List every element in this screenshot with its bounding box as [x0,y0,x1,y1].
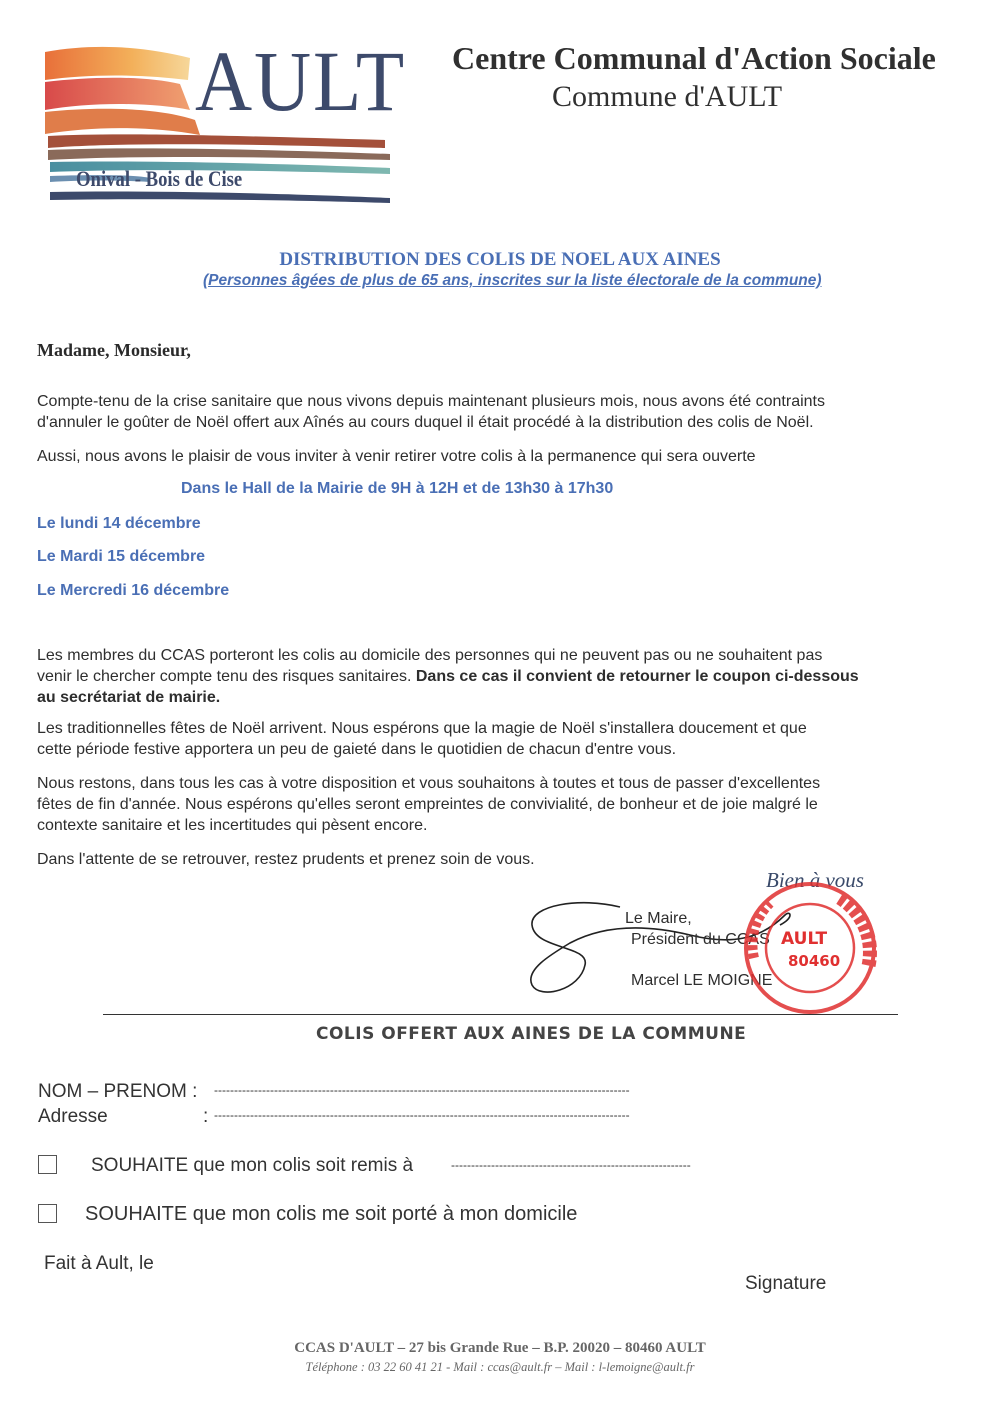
document-title: DISTRIBUTION DES COLIS DE NOEL AUX AINES [279,249,721,270]
place-date-label: Fait à Ault, le [44,1253,154,1274]
coupon-title: COLIS OFFERT AUX AINES DE LA COMMUNE [316,1024,747,1044]
paragraph-5-line-2: fêtes de fin d'année. Nous espérons qu'elles seront empreintes de convivialité, de bonheur et de joie malgré le [37,796,818,813]
paragraph-1 [37,391,957,433]
coupon-separator [103,1014,898,1015]
address-line[interactable]: -------------------------------------------------------------------------------------------------------- [214,1108,630,1122]
footer-contact: Téléphone : 03 22 60 41 21 - Mail : ccas@ault.fr – Mail : l-lemoigne@ault.fr [305,1360,695,1374]
signature-label: Signature [745,1273,827,1294]
name-label: NOM – PRENOM : [38,1081,198,1102]
paragraph-5-line-3: contexte sanitaire et les incertitudes qui pèsent encore. [37,817,428,834]
option-1-checkbox[interactable] [38,1155,57,1174]
address-label: Adresse [38,1106,108,1127]
paragraph-3-line-3: au secrétariat de mairie. [37,689,221,706]
stamp-code: 80460 [788,952,841,970]
day-2: Le Mardi 15 décembre [37,548,206,565]
paragraph-4 [37,718,957,760]
signer-role-1: Le Maire, [625,910,692,927]
org-subtitle: Commune d'AULT [552,80,783,113]
greeting: Madame, Monsieur, [37,340,191,360]
paragraph-3 [37,645,957,708]
org-title: Centre Communal d'Action Sociale [452,40,936,76]
paragraph-3-line-1: Les membres du CCAS porteront les colis au domicile des personnes qui ne peuvent pas ou ne souhaitent pas [37,647,823,664]
stamp-center-text: AULT [781,929,828,949]
option-2-checkbox[interactable] [38,1204,57,1223]
option-1-label: SOUHAITE que mon colis soit remis à [91,1155,414,1176]
name-line[interactable]: -------------------------------------------------------------------------------------------------------- [214,1083,630,1097]
option-1-line[interactable]: ------------------------------------------------------------ [451,1158,691,1172]
day-3: Le Mercredi 16 décembre [37,582,230,599]
paragraph-1-line-2: d'annuler le goûter de Noël offert aux Aînés au cours duquel il était procédé à la distribution des colis de Noël. [37,414,814,431]
closing-phrase: Bien à vous [766,868,864,892]
document-subtitle: (Personnes âgées de plus de 65 ans, inscrites sur la liste électorale de la commune) [203,272,822,289]
signer-role-2: Président du CCAS [631,931,770,948]
signer-name: Marcel LE MOIGNE [631,972,773,989]
paragraph-2: Aussi, nous avons le plaisir de vous inviter à venir retirer votre colis à la permanence qui sera ouverte [37,448,756,465]
paragraph-6: Dans l'attente de se retrouver, restez prudents et prenez soin de vous. [37,851,535,868]
paragraph-5 [37,773,957,836]
paragraph-3-emphasis: Dans ce cas il convient de retourner le coupon ci-dessous [415,668,859,685]
paragraph-3-text: venir le chercher compte tenu des risques sanitaires. [37,668,416,685]
logo-subtitle: Onival - Bois de Cise [76,166,243,191]
paragraph-4-line-2: cette période festive apportera un peu de gaieté dans le quotidien de chacun d'entre vous. [37,741,677,758]
day-1: Le lundi 14 décembre [37,515,201,532]
paragraph-5-line-1: Nous restons, dans tous les cas à votre disposition et vous souhaitons à toutes et tous de passer d'excellentes [37,775,821,792]
option-2-label: SOUHAITE que mon colis me soit porté à mon domicile [85,1203,578,1225]
logo-wordmark: AULT [195,33,407,129]
footer-address: CCAS D'AULT – 27 bis Grande Rue – B.P. 20020 – 80460 AULT [294,1340,706,1356]
paragraph-1-line-1: Compte-tenu de la crise sanitaire que nous vivons depuis maintenant plusieurs mois, nous avons été contraints [37,393,825,410]
paragraph-4-line-1: Les traditionnelles fêtes de Noël arrivent. Nous espérons que la magie de Noël s'installera doucement et que [37,720,807,737]
address-colon: : [203,1106,209,1127]
paragraph-3-line-2 [37,666,957,687]
hall-hours: Dans le Hall de la Mairie de 9H à 12H et de 13h30 à 17h30 [181,480,614,497]
